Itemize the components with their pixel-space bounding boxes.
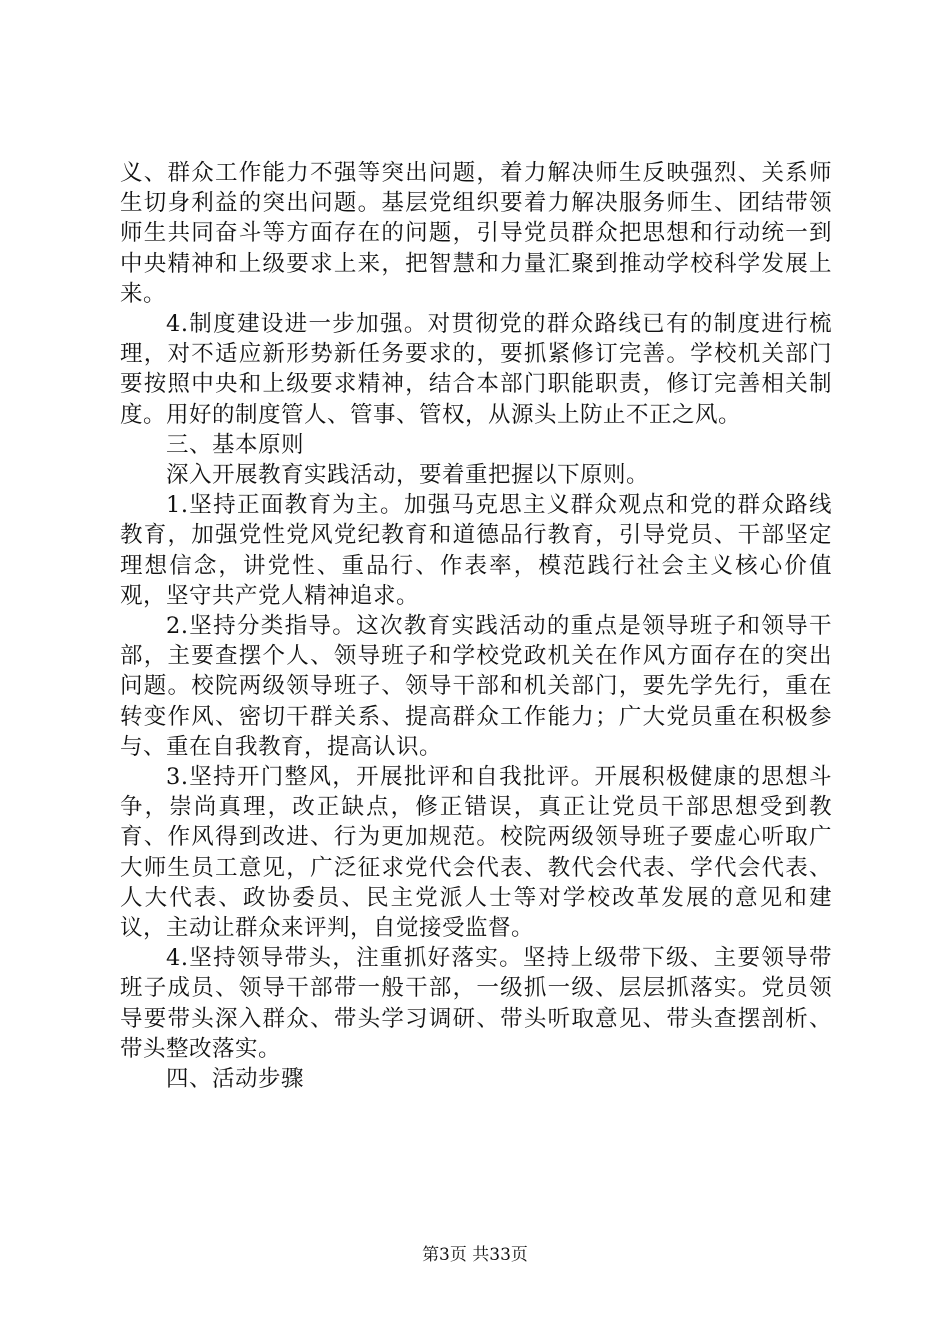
page-footer [0, 1244, 950, 1266]
page-number-label: 第3页 共33页 [422, 1245, 528, 1265]
paragraph-principle-2: 2.坚持分类指导。这次教育实践活动的重点是领导班子和领导干部，主要查摆个人、领导班子和学校党政机关在作风方面存在的突出问题。校院两级领导班子、领导干部和机关部门，要先学先行，重在转变作风、密切干群关系、提高群众工作能力；广大党员重在积极参与、重在自我教育，提高认识。 [120, 613, 832, 760]
paragraph-item-4-system-building: 4.制度建设进一步加强。对贯彻党的群众路线已有的制度进行梳理，对不适应新形势新任务要求的，要抓紧修订完善。学校机关部门要按照中央和上级要求精神，结合本部门职能职责，修订完善相关制度。用好的制度管人、管事、管权，从源头上防止不正之风。 [120, 311, 832, 428]
paragraph-continuation: 义、群众工作能力不强等突出问题，着力解决师生反映强烈、关系师生切身利益的突出问题。基层党组织要着力解决服务师生、团结带领师生共同奋斗等方面存在的问题，引导党员群众把思想和行动统一到中央精神和上级要求上来，把智慧和力量汇聚到推动学校科学发展上来。 [120, 160, 832, 307]
section-heading-activity-steps: 四、活动步骤 [166, 1066, 305, 1093]
paragraph-principles-intro: 深入开展教育实践活动，要着重把握以下原则。 [166, 462, 650, 489]
paragraph-principle-3: 3.坚持开门整风，开展批评和自我批评。开展积极健康的思想斗争，崇尚真理，改正缺点，修正错误，真正让党员干部思想受到教育、作风得到改进、行为更加规范。校院两级领导班子要虚心听取广大师生员工意见，广泛征求党代会代表、教代会代表、学代会代表、人大代表、政协委员、民主党派人士等对学校改革发展的意见和建议，主动让群众来评判，自觉接受监督。 [120, 764, 832, 942]
paragraph-principle-1: 1.坚持正面教育为主。加强马克思主义群众观点和党的群众路线教育，加强党性党风党纪教育和道德品行教育，引导党员、干部坚定理想信念，讲党性、重品行、作表率，模范践行社会主义核心价值观，坚守共产党人精神追求。 [120, 492, 832, 609]
paragraph-principle-4: 4.坚持领导带头，注重抓好落实。坚持上级带下级、主要领导带班子成员、领导干部带一般干部，一级抓一级、层层抓落实。党员领导要带头深入群众、带头学习调研、带头听取意见、带头查摆剖析、带头整改落实。 [120, 945, 832, 1062]
section-heading-basic-principles: 三、基本原则 [166, 431, 305, 458]
document-body [120, 158, 832, 1094]
